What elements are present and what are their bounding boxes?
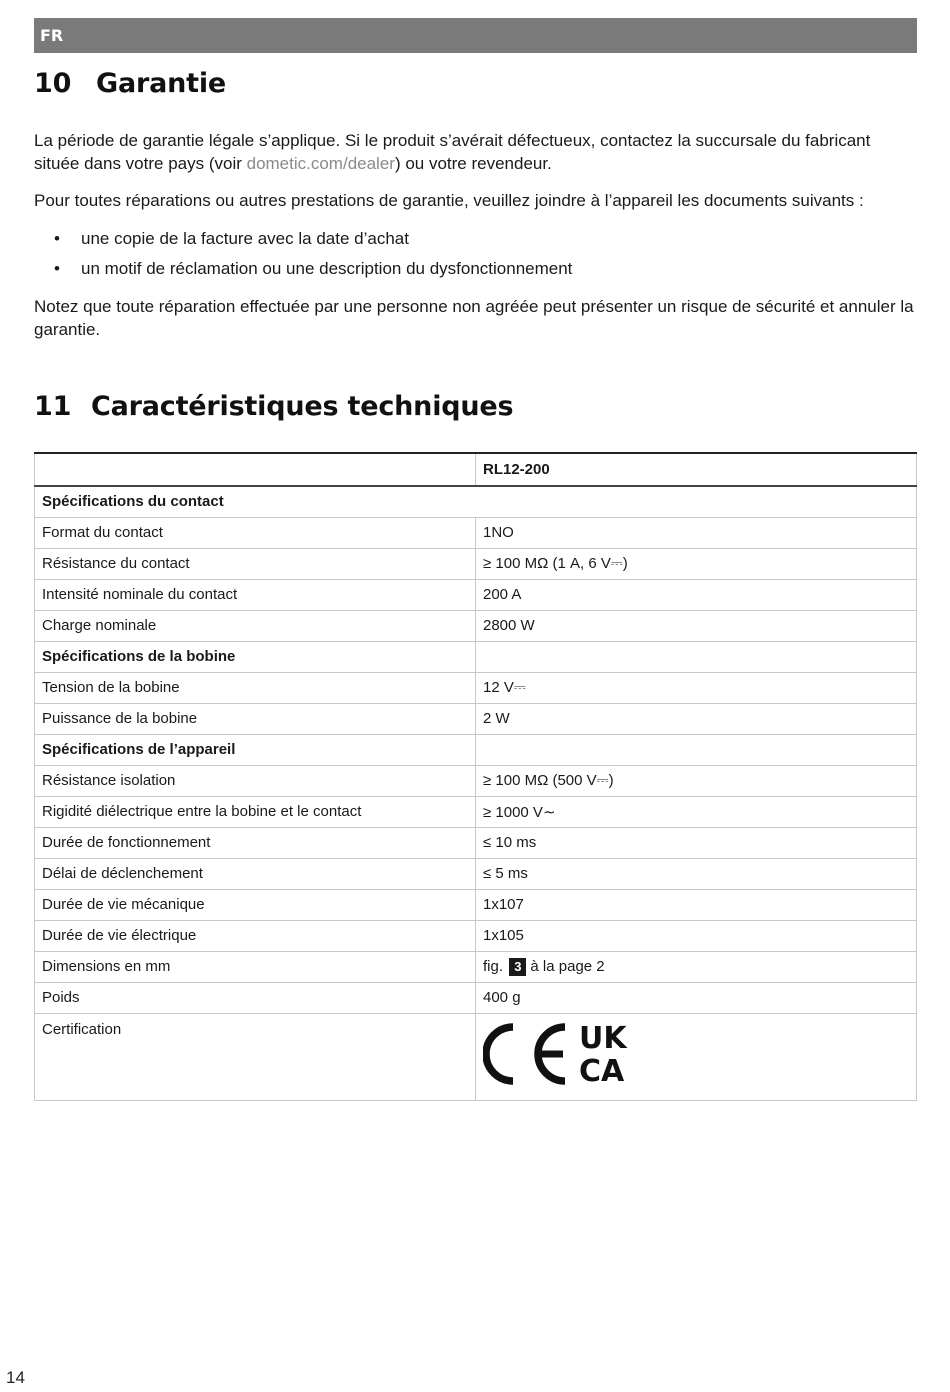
section-10-number: 10 bbox=[34, 68, 72, 99]
header-label-cell bbox=[35, 453, 476, 486]
row-value: 12 V⎓ bbox=[476, 672, 917, 703]
table-row bbox=[35, 889, 917, 920]
certification-marks bbox=[476, 1013, 917, 1100]
row-label: Tension de la bobine bbox=[35, 672, 476, 703]
table-row-certification bbox=[35, 1013, 917, 1100]
model-header-cell: RL12-200 bbox=[476, 453, 917, 486]
section-label: Spécifications du contact bbox=[35, 486, 917, 517]
row-label: Dimensions en mm bbox=[35, 951, 476, 982]
row-value: ≤ 5 ms bbox=[476, 858, 917, 889]
table-row bbox=[35, 827, 917, 858]
list-item-text: une copie de la facture avec la date d’achat bbox=[81, 229, 409, 248]
row-value: 1x105 bbox=[476, 920, 917, 951]
section-11-number: 11 bbox=[34, 391, 72, 422]
row-value: ≥ 100 MΩ (1 A, 6 V⎓) bbox=[476, 548, 917, 579]
ukca-line-1: UK bbox=[579, 1020, 627, 1056]
table-row bbox=[35, 579, 917, 610]
section-empty-cell bbox=[476, 641, 917, 672]
ce-mark-icon bbox=[486, 1027, 565, 1081]
table-row bbox=[35, 517, 917, 548]
row-label: Certification bbox=[35, 1013, 476, 1100]
table-row bbox=[35, 982, 917, 1013]
list-item bbox=[34, 227, 572, 257]
row-label: Rigidité diélectrique entre la bobine et le contact bbox=[35, 796, 476, 827]
table-row bbox=[35, 951, 917, 982]
section-row-device bbox=[35, 734, 917, 765]
row-label: Intensité nominale du contact bbox=[35, 579, 476, 610]
warranty-paragraph-1 bbox=[34, 129, 914, 175]
bullet-icon: • bbox=[54, 229, 60, 248]
table-row bbox=[35, 765, 917, 796]
warranty-text-1b: ) ou votre revendeur. bbox=[394, 154, 552, 173]
row-label: Durée de vie mécanique bbox=[35, 889, 476, 920]
figure-ref-prefix: fig. bbox=[483, 957, 504, 975]
list-item-text: un motif de réclamation ou une description du dysfonctionnement bbox=[81, 259, 573, 278]
figure-ref-suffix: à la page 2 bbox=[530, 957, 605, 975]
certification-logos bbox=[483, 1021, 653, 1087]
section-10-title: Garantie bbox=[96, 68, 227, 99]
row-label: Durée de vie électrique bbox=[35, 920, 476, 951]
row-value: 1NO bbox=[476, 517, 917, 548]
row-label: Résistance isolation bbox=[35, 765, 476, 796]
row-label: Résistance du contact bbox=[35, 548, 476, 579]
row-value: 200 A bbox=[476, 579, 917, 610]
ukca-mark-icon bbox=[579, 1021, 628, 1087]
table-row bbox=[35, 703, 917, 734]
table-header-row bbox=[35, 453, 917, 486]
section-row-coil bbox=[35, 641, 917, 672]
warranty-text-1a: La période de garantie légale s’applique. Si le produit s’avérait défectueux, contactez la succursale du fabricant située dans votre pays (voir bbox=[34, 131, 871, 173]
page-number: 14 bbox=[6, 1368, 25, 1387]
figure-number-badge: 3 bbox=[509, 958, 526, 976]
row-label: Durée de fonctionnement bbox=[35, 827, 476, 858]
section-10-heading bbox=[34, 68, 226, 99]
row-value: ≥ 1000 V∼ bbox=[476, 796, 917, 827]
document-list bbox=[34, 227, 572, 287]
dealer-link[interactable]: dometic.com/dealer bbox=[246, 154, 395, 173]
section-row-contact bbox=[35, 486, 917, 517]
table-row bbox=[35, 610, 917, 641]
language-bar bbox=[34, 18, 917, 53]
table-row bbox=[35, 858, 917, 889]
row-value: 400 g bbox=[476, 982, 917, 1013]
ukca-line-2: CA bbox=[579, 1053, 625, 1087]
row-label: Charge nominale bbox=[35, 610, 476, 641]
row-value: 2800 W bbox=[476, 610, 917, 641]
row-label: Délai de déclenchement bbox=[35, 858, 476, 889]
language-label: FR bbox=[40, 26, 64, 45]
section-empty-cell bbox=[476, 734, 917, 765]
row-label: Format du contact bbox=[35, 517, 476, 548]
row-value: 2 W bbox=[476, 703, 917, 734]
table-row bbox=[35, 920, 917, 951]
section-11-heading bbox=[34, 391, 513, 422]
technical-data-table bbox=[34, 452, 917, 1101]
list-item bbox=[34, 257, 572, 287]
row-label: Poids bbox=[35, 982, 476, 1013]
table-row bbox=[35, 548, 917, 579]
section-label: Spécifications de l’appareil bbox=[35, 734, 476, 765]
section-11-title: Caractéristiques techniques bbox=[91, 391, 514, 422]
figure-reference[interactable] bbox=[476, 951, 917, 982]
row-value: ≥ 100 MΩ (500 V⎓) bbox=[476, 765, 917, 796]
table-row bbox=[35, 672, 917, 703]
row-label: Puissance de la bobine bbox=[35, 703, 476, 734]
warranty-paragraph-2: Pour toutes réparations ou autres prestations de garantie, veuillez joindre à l’appareil les documents suivants : bbox=[34, 191, 864, 210]
table-row bbox=[35, 796, 917, 827]
bullet-icon: • bbox=[54, 259, 60, 278]
row-value: 1x107 bbox=[476, 889, 917, 920]
section-label: Spécifications de la bobine bbox=[35, 641, 476, 672]
row-value: ≤ 10 ms bbox=[476, 827, 917, 858]
warranty-paragraph-3: Notez que toute réparation effectuée par une personne non agréée peut présenter un risque de sécurité et annuler la garantie. bbox=[34, 297, 914, 339]
